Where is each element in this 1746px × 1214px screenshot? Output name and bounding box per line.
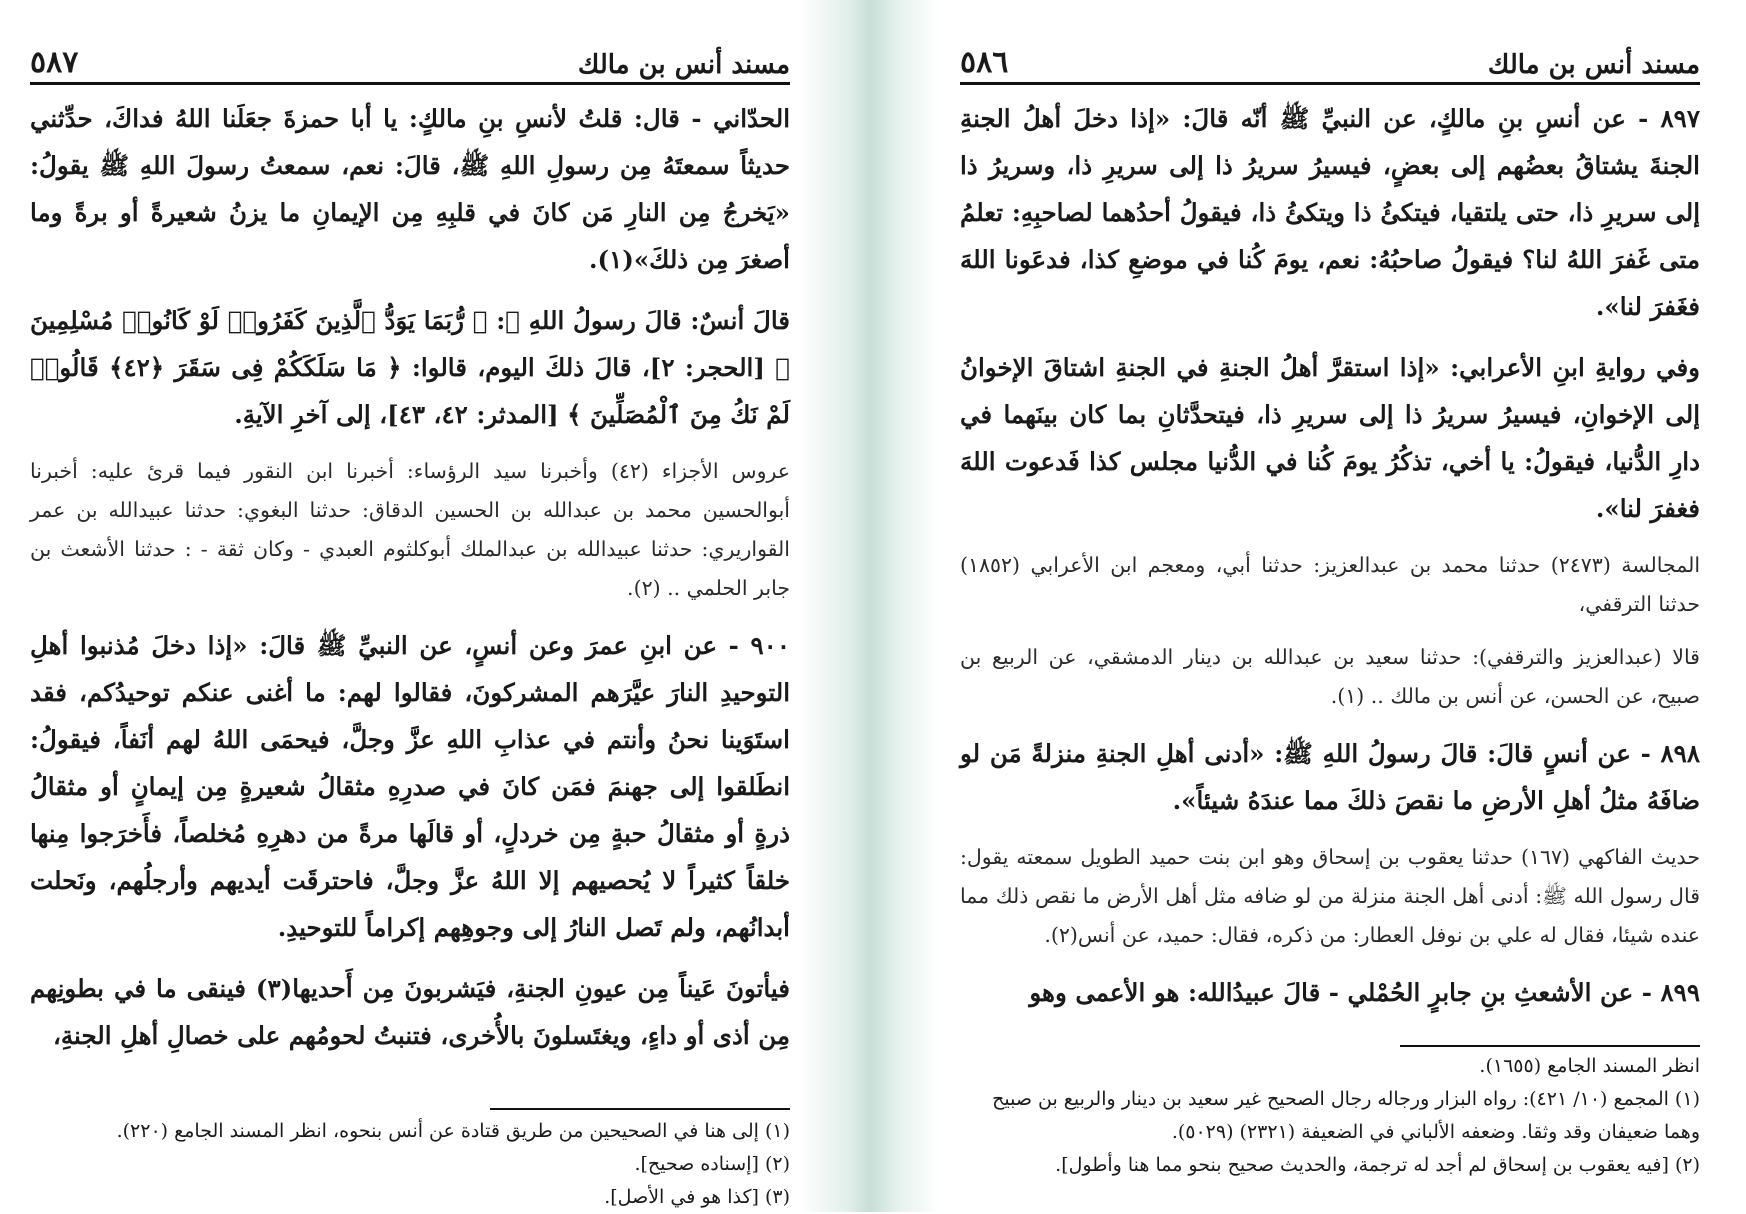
hadith-paragraph: ٩٠٠ - عن ابنِ عمرَ وعن أنسٍ، عن النبيِّ ﷺ قالَ: «إذا دخلَ مُذنبوا أهلِ التوحيدِ النارَ عيَّرَهم المشركونَ، فقالوا لهم: ما أغنى عنكم توحيدُكم، فقد استَوَينا نحنُ وأنتم في عذابِ اللهِ عزَّ وجلَّ، فيحمَى اللهُ لهم أنَفاً، فيقولُ: انطَلقوا إلى جهنمَ فمَن كانَ في صدرِهِ مثقالُ شعيرةٍ مِن إيمانٍ أو مثقالُ ذرةٍ أو مثقالُ حبةٍ مِن خردلٍ، أو قالَها مرةً من دهرِهِ مُخلصاً، فأَخرَجوا مِنها خلقاً كثيراً لا يُحصيهم إلا اللهُ عزَّ وجلَّ، فاحترقَت أيديهم وأرجلُهم، ونَحلت أبدانُهم، ولم تَصل النارُ إلى وجوهِهم إكراماً للتوحيدِ.	[30, 631, 790, 942]
left-header-title: مسند أنس بن مالك	[577, 50, 790, 80]
hadith-paragraph: وفي روايةِ ابنِ الأعرابي: «إذا استقرَّ أهلُ الجنةِ في الجنةِ اشتاقَ الإخوانُ إلى الإخوانِ، فيسيرُ سريرُ ذا إلى سريرِ ذا، فيتحدَّثانِ بما كان بينَهما في دارِ الدُّنيا، فيقولُ: يا أخي، تذكُرُ يومَ كُنا في الدُّنيا مجلس كذا فَدعوت اللهَ فغفرَ لنا».	[960, 353, 1700, 523]
hadith-paragraph: فيأتونَ عَيناً مِن عيونِ الجنةِ، فيَشربونَ مِن أَحديها(٣) فينقى ما في بطونِهم مِن أذى أو داءٍ، ويغتَسلونَ بالأُخرى، فتنبتُ لحومُهم على خصالِ أهلِ الجنةِ،	[30, 974, 790, 1050]
left-page-header	[30, 40, 790, 85]
hadith-paragraph: ٨٩٨ - عن أنسٍ قالَ: قالَ رسولُ اللهِ ﷺ: «أدنى أهلِ الجنةِ منزلةً مَن لو ضافَهُ مثلُ أهلِ الأرضِ ما نقصَ ذلكَ مما عندَهُ شيئاً».	[960, 739, 1700, 815]
hadith-paragraph: ٨٩٩ - عن الأشعثِ بنِ جابرٍ الحُمْلي - قالَ عبيدُالله: هو الأعمى وهو	[1029, 978, 1700, 1007]
right-page	[960, 0, 1700, 1212]
footnote: (١) المجمع (١٠/ ٤٢١): رواه البزار ورجاله رجال الصحيح غير سعيد بن دينار والربيع بن صبيح وهما ضعيفان وقد وثقا. وضعفه الألباني في الضعيفة (٢٣٢١) (٥٠٢٩).	[992, 1088, 1700, 1143]
source-paragraph: حديث الفاكهي (١٦٧) حدثنا يعقوب بن إسحاق وهو ابن بنت حميد الطويل سمعته يقول: قال رسول الله ﷺ: أدنى أهل الجنة منزلة من لو ضافه مثل أهل الأرض ما نقص ذلك مما عنده شيئا، فقال له علي بن نوفل العطار: من ذكره، فقال: حميد، عن أنس(٢).	[960, 845, 1700, 947]
right-header-title: مسند أنس بن مالك	[1487, 50, 1700, 80]
footnote-separator	[490, 1108, 790, 1110]
footnote: (١) إلى هنا في الصحيحين من طريق قتادة عن أنس بنحوه، انظر المسند الجامع (٢٢٠).	[116, 1120, 790, 1142]
right-footnotes	[960, 1050, 1700, 1182]
book-gutter	[800, 0, 940, 1212]
left-page-number: ٥٨٧	[30, 45, 79, 80]
hadith-paragraph: قالَ أنسٌ: قالَ رسولُ اللهِ ﷺ: ﴿ رُّبَمَا يَوَدُّ ٱلَّذِينَ كَفَرُوا۟ لَوْ كَانُوا۟ مُسْلِمِينَ ﴾ [الحجر: ٢]، قالَ ذلكَ اليوم، قالوا: ﴿ مَا سَلَكَكُمْ فِى سَقَرَ ﴿٤٢﴾ قَالُوا۟ لَمْ نَكُ مِنَ ٱلْمُصَلِّينَ ﴾ [المدثر: ٤٢، ٤٣]، إلى آخرِ الآيةِ.	[30, 306, 791, 429]
source-paragraph: المجالسة (٢٤٧٣) حدثنا محمد بن عبدالعزيز: حدثنا أبي، ومعجم ابن الأعرابي (١٨٥٢) حدثنا الترقفي،	[960, 553, 1701, 616]
footnote-separator	[1400, 1045, 1700, 1047]
right-page-number: ٥٨٦	[960, 45, 1009, 80]
hadith-paragraph: ٨٩٧ - عن أنسِ بنِ مالكٍ، عن النبيِّ ﷺ أنّه قالَ: «إذا دخلَ أهلُ الجنةِ الجنةَ يشتاقُ بعضُهم إلى بعضٍ، فيسيرُ سريرُ ذا إلى سريرِ ذا، وسريرُ ذا إلى سريرِ ذا، حتى يلتقيا، فيتكئُ ذا ويتكئُ ذا، فيقولُ أحدُهما لصاحبِهِ: تعلمُ متى غَفرَ اللهُ لنا؟ فيقولُ صاحبُهُ: نعم، يومَ كُنا في موضعِ كذا، فدعَونا اللهَ فغَفرَ لنا».	[960, 104, 1700, 321]
footnote: (٣) [كذا هو في الأصل].	[604, 1186, 790, 1208]
left-page-body	[30, 95, 790, 1073]
footnote: (٢) [إسناده صحيح].	[634, 1153, 790, 1175]
left-footnotes	[30, 1115, 790, 1214]
footnote: انظر المسند الجامع (١٦٥٥).	[1479, 1055, 1700, 1077]
footnote: (٢) [فيه يعقوب بن إسحاق لم أجد له ترجمة، والحديث صحيح بنحو مما هنا وأطول].	[1055, 1154, 1700, 1176]
right-page-body	[960, 95, 1700, 1030]
hadith-paragraph: الحدّاني - قال: قلتُ لأنسِ بنِ مالكٍ: يا أبا حمزةَ جعَلَنا اللهُ فداكَ، حدِّثني حديثاً سمعتَهُ مِن رسولِ اللهِ ﷺ، قالَ: نعم، سمعتُ رسولَ اللهِ ﷺ يقولُ: «يَخرجُ مِن النارِ مَن كانَ في قلبِهِ مِن الإيمانِ ما يزنُ شعيرةً أو برةً وما أصغرَ مِن ذلكَ»(١).	[30, 104, 790, 274]
right-page-header	[960, 40, 1700, 85]
source-paragraph: عروس الأجزاء (٤٢) وأخبرنا سيد الرؤساء: أخبرنا ابن النقور فيما قرئ عليه: أخبرنا أبوالحسين محمد بن عبدالله بن الحسين الدقاق: حدثنا البغوي: حدثنا عبيدالله بن عمر القواريري: حدثنا عبيدالله بن عبدالملك أبوكلثوم العبدي - وكان ثقة - : حدثنا الأشعث بن جابر الحلمي .. (٢).	[30, 459, 791, 600]
source-paragraph: قالا (عبدالعزيز والترقفي): حدثنا سعيد بن عبدالله بن دينار الدمشقي، عن الربيع بن صبيح، عن الحسن، عن أنس بن مالك .. (١).	[960, 645, 1700, 708]
left-page	[30, 0, 790, 1212]
